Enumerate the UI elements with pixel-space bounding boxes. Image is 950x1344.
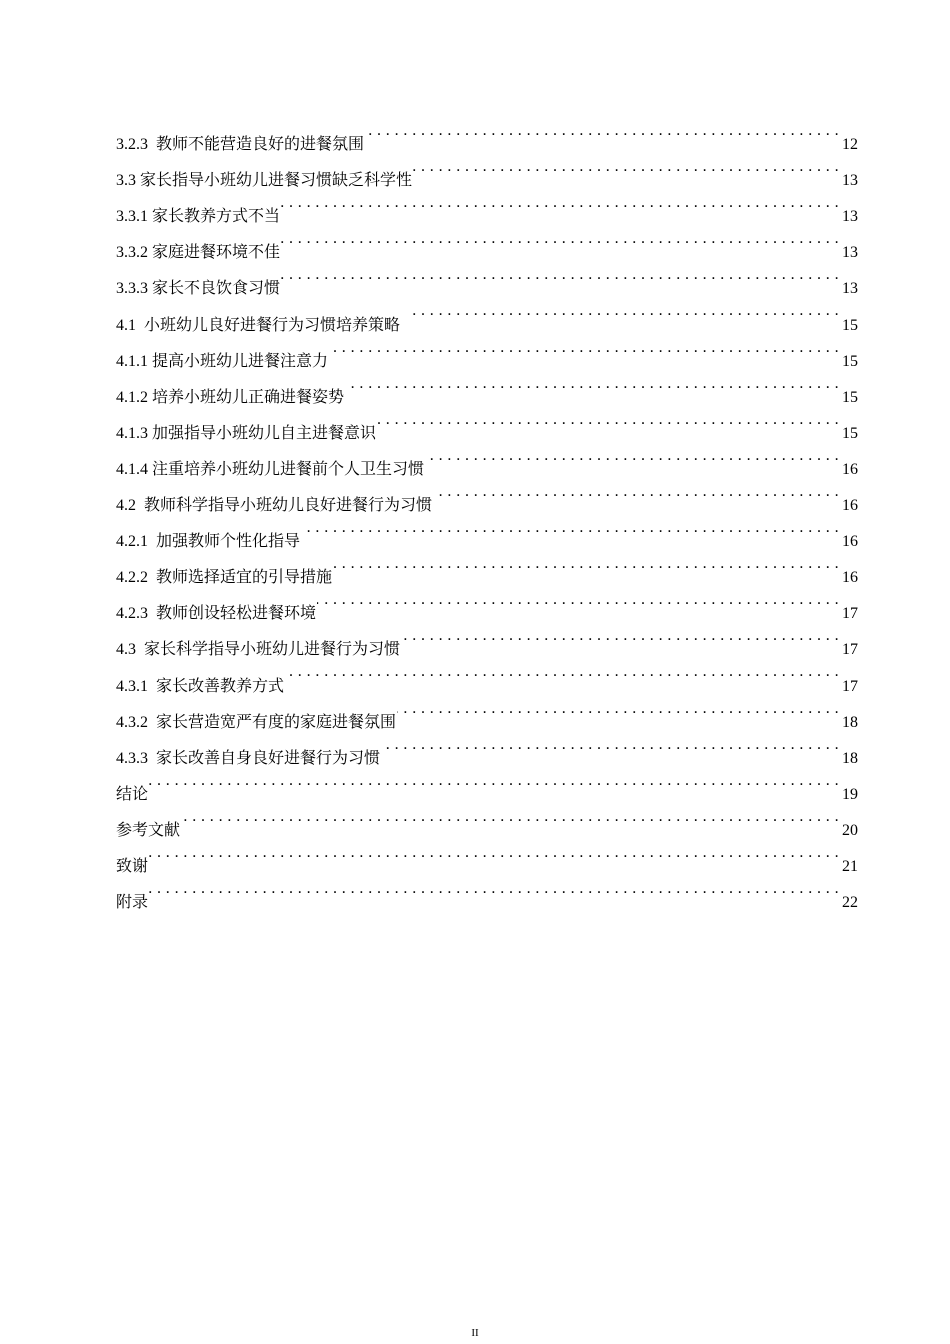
- toc-entry-title: 4.1.3 加强指导小班幼儿自主进餐意识: [116, 424, 377, 442]
- toc-entry-title: 结论: [116, 785, 149, 803]
- toc-entry-page: 18: [842, 749, 858, 767]
- toc-entry-page: 15: [842, 388, 858, 406]
- toc-entry-title: 致谢: [116, 857, 149, 875]
- toc-entry-page: 15: [842, 316, 858, 334]
- toc-entry-page: 17: [842, 641, 858, 659]
- toc-entry-page: 13: [842, 280, 858, 298]
- toc-entry-title: 4.3.2 家长营造宽严有度的家庭进餐氛围: [116, 713, 397, 731]
- toc-entry-title: 4.2.1 加强教师个性化指导: [116, 533, 301, 551]
- toc-dot-leader: [329, 330, 839, 366]
- toc-dot-leader: [413, 149, 839, 185]
- toc-entry-title: 3.3.2 家庭进餐环境不佳: [116, 244, 281, 262]
- toc-entry-page: 16: [842, 569, 858, 587]
- toc-entry-title: 4.2 教师科学指导小班幼儿良好进餐行为习惯: [116, 497, 433, 515]
- toc-dot-leader: [149, 835, 839, 871]
- toc-entry[interactable]: [116, 871, 858, 912]
- toc-entry-page: 19: [842, 785, 858, 803]
- toc-entry-title: 3.3 家长指导小班幼儿进餐习惯缺乏科学性: [116, 172, 413, 190]
- toc-dot-leader: [365, 113, 839, 149]
- toc-dot-leader: [149, 871, 839, 907]
- toc-entry-title: 3.3.3 家长不良饮食习惯: [116, 280, 281, 298]
- toc-entry[interactable]: [116, 113, 858, 154]
- toc-entry-page: 17: [842, 677, 858, 695]
- toc-entry-page: 17: [842, 605, 858, 623]
- toc-entry-page: 21: [842, 857, 858, 875]
- table-of-contents: [116, 113, 858, 912]
- toc-entry[interactable]: [116, 763, 858, 803]
- toc-dot-leader: [433, 474, 839, 510]
- toc-dot-leader: [377, 402, 839, 438]
- toc-entry-title: 4.3.3 家长改善自身良好进餐行为习惯: [116, 749, 381, 767]
- toc-entry-title: 4.2.2 教师选择适宜的引导措施: [116, 569, 333, 587]
- toc-entry-title: 4.1.4 注重培养小班幼儿进餐前个人卫生习惯: [116, 460, 425, 478]
- toc-dot-leader: [333, 546, 839, 582]
- toc-entry-title: 4.3 家长科学指导小班幼儿进餐行为习惯: [116, 641, 401, 659]
- toc-entry-page: 15: [842, 352, 858, 370]
- toc-entry-title: 4.2.3 教师创设轻松进餐环境: [116, 605, 317, 623]
- toc-entry-page: 16: [842, 497, 858, 515]
- toc-dot-leader: [401, 618, 839, 654]
- toc-entry-page: 22: [842, 894, 858, 912]
- toc-entry-page: 13: [842, 172, 858, 190]
- toc-dot-leader: [285, 654, 839, 690]
- toc-dot-leader: [409, 293, 839, 329]
- toc-entry-page: 15: [842, 424, 858, 442]
- toc-dot-leader: [301, 510, 839, 546]
- toc-entry-page: 12: [842, 136, 858, 154]
- toc-entry-page: 13: [842, 208, 858, 226]
- toc-dot-leader: [281, 185, 839, 221]
- toc-entry-title: 3.2.3 教师不能营造良好的进餐氛围: [116, 136, 365, 154]
- toc-dot-leader: [397, 691, 839, 727]
- toc-entry-page: 13: [842, 244, 858, 262]
- toc-entry-page: 20: [842, 821, 858, 839]
- toc-entry-page: 18: [842, 713, 858, 731]
- toc-entry[interactable]: [116, 835, 858, 875]
- toc-entry-page: 16: [842, 533, 858, 551]
- toc-entry-title: 参考文献: [116, 821, 181, 839]
- toc-entry-title: 3.3.1 家长教养方式不当: [116, 208, 281, 226]
- toc-dot-leader: [381, 727, 839, 763]
- toc-entry-title: 附录: [116, 894, 149, 912]
- toc-dot-leader: [345, 366, 839, 402]
- toc-entry-title: 4.1.1 提高小班幼儿进餐注意力: [116, 352, 329, 370]
- toc-entry-page: 16: [842, 460, 858, 478]
- toc-entry-title: 4.1 小班幼儿良好进餐行为习惯培养策略: [116, 316, 409, 334]
- page-number-footer: II: [471, 1327, 479, 1339]
- toc-dot-leader: [425, 438, 839, 474]
- toc-entry-title: 4.3.1 家长改善教养方式: [116, 677, 285, 695]
- toc-entry[interactable]: [116, 799, 858, 839]
- toc-dot-leader: [317, 582, 839, 618]
- toc-dot-leader: [281, 221, 839, 257]
- toc-entry-title: 4.1.2 培养小班幼儿正确进餐姿势: [116, 388, 345, 406]
- toc-dot-leader: [281, 257, 839, 293]
- toc-dot-leader: [149, 763, 839, 799]
- toc-dot-leader: [181, 799, 839, 835]
